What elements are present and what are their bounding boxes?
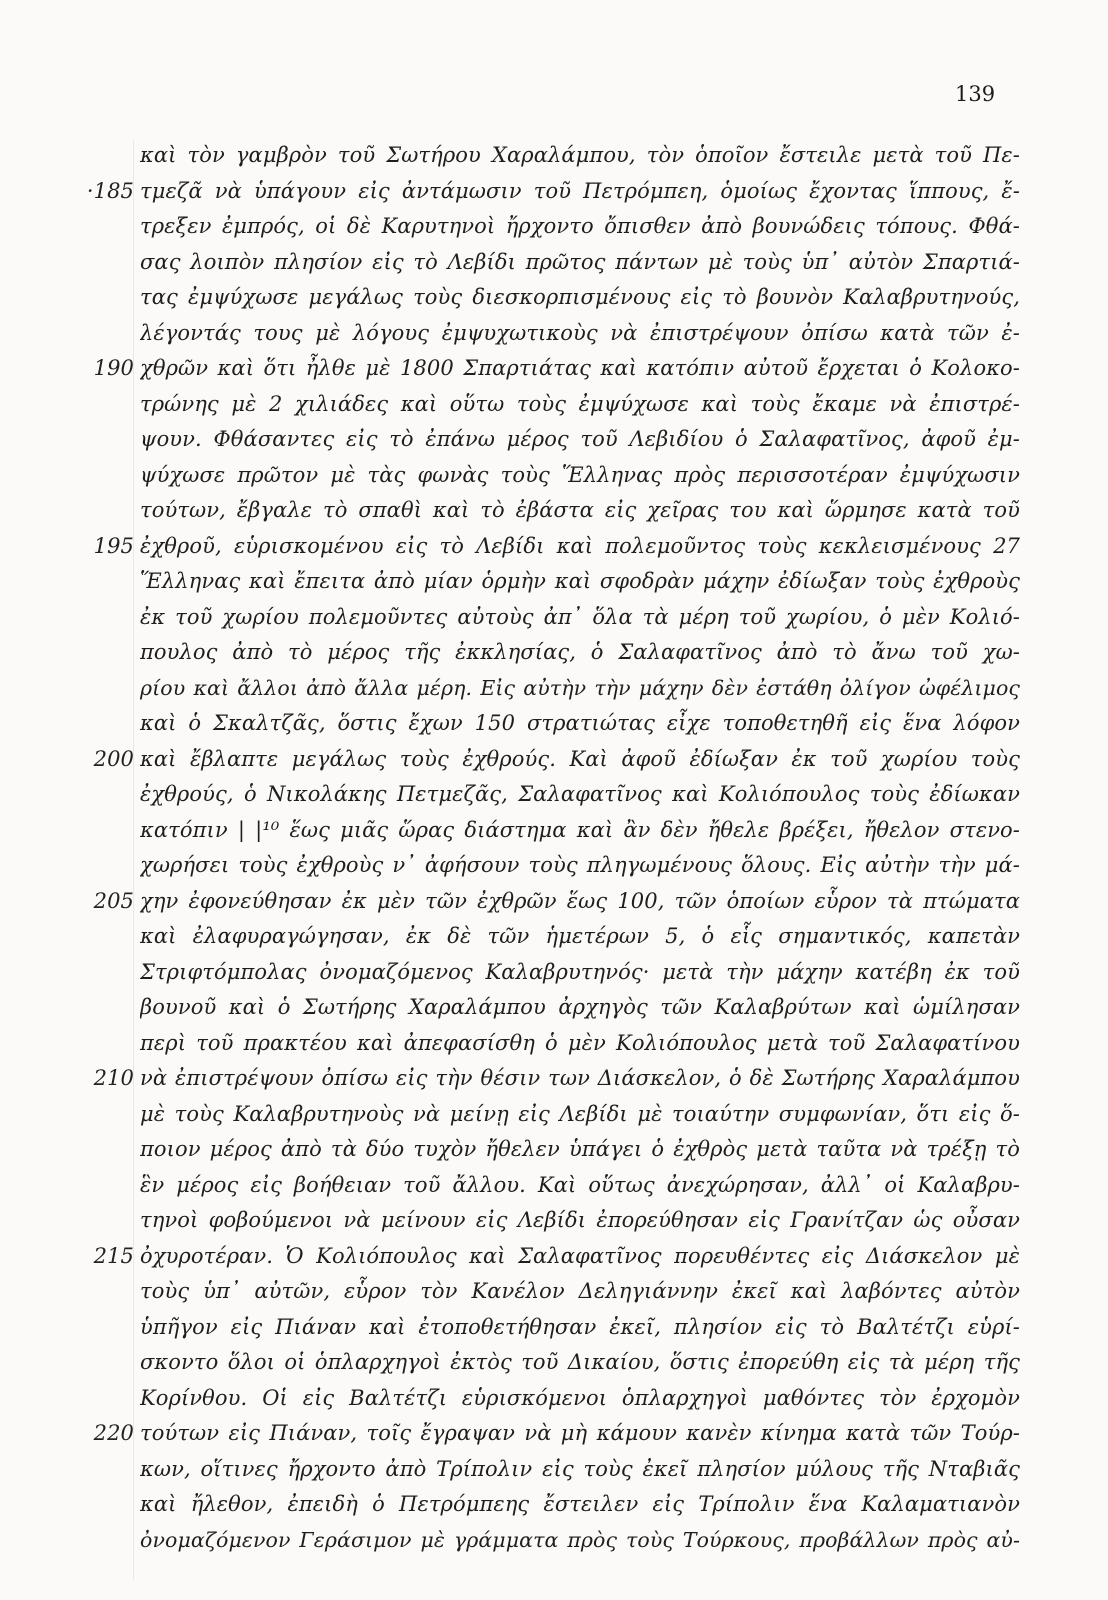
line-text: περὶ τοῦ πρακτέου καὶ ἀπεφασίσθη ὁ μὲν Κολιόπουλος μετὰ τοῦ Σαλαφατίνου [140,1030,1020,1055]
text-line [0,351,1108,387]
line-text: ὀνομαζόμενον Γεράσιμον μὲ γράμματα πρὸς τοὺς Τούρκους, προβάλλων πρὸς αὐ- [140,1527,1020,1552]
line-text: σας λοιπὸν πλησίον εἰς τὸ Λεβίδι πρῶτος πάντων μὲ τοὺς ὑπ᾿ αὐτὸν Σπαρτιά- [140,249,1020,274]
text-line [0,706,1108,742]
text-line [0,1203,1108,1239]
page-number: 139 [955,82,996,106]
line-text: ὑπῆγον εἰς Πιάναν καὶ ἐτοποθετήθησαν ἐκεῖ, πλησίον εἰς τὸ Βαλτέτζι εὑρί- [140,1314,1020,1339]
text-line [0,280,1108,316]
line-text: ψύχωσε πρῶτον μὲ τὰς φωνὰς τοὺς Ἕλληνας πρὸς περισσοτέραν ἐμψύχωσιν [140,462,1020,487]
text-line [0,1310,1108,1346]
line-text: ρίου καὶ ἄλλοι ἀπὸ ἄλλα μέρη. Εἰς αὐτὴν τὴν μάχην δὲν ἐστάθη ὀλίγον ὠφέλιμος [140,675,1020,700]
line-text: πουλος ἀπὸ τὸ μέρος τῆς ἐκκλησίας, ὁ Σαλαφατῖνος ἀπὸ τὸ ἄνω τοῦ χω- [140,640,1020,664]
line-text: καὶ ἐλαφυραγώγησαν, ἐκ δὲ τῶν ἡμετέρων 5, ὁ εἷς σημαντικός, καπετὰν [140,924,1020,948]
line-text: μὲ τοὺς Καλαβρυτηνοὺς νὰ μείνῃ εἰς Λεβίδι μὲ τοιαύτην συμφωνίαν, ὅτι εἰς ὅ- [140,1101,1020,1126]
text-line [0,209,1108,245]
line-text: τούτων, ἔβγαλε τὸ σπαθὶ καὶ τὸ ἐβάστα εἰς χεῖρας του καὶ ὥρμησε κατὰ τοῦ [140,498,1020,522]
line-text: τρώνης μὲ 2 χιλιάδες καὶ οὕτω τοὺς ἐμψύχωσε καὶ τοὺς ἔκαμε νὰ ἐπιστρέ- [140,391,1020,416]
line-text: ἓν μέρος εἰς βοήθειαν τοῦ ἄλλου. Καὶ οὕτως ἀνεχώρησαν, ἀλλ᾿ οἱ Καλαβρυ- [140,1172,1020,1197]
line-number: 195 [93,533,134,558]
line-text: τρεξεν ἐμπρός, οἱ δὲ Καρυτηνοὶ ἤρχοντο ὄπισθεν ἀπὸ βουνώδεις τόπους. Φθά- [140,214,1020,238]
text-line [0,1097,1108,1133]
text-line [0,955,1108,991]
line-text: ἐχθρούς, ὁ Νικολάκης Πετμεζᾶς, Σαλαφατῖνος καὶ Κολιόπουλος τοὺς ἐδίωκαν [140,782,1020,806]
text-line [0,1523,1108,1559]
text-line [0,1026,1108,1062]
text-line [0,1381,1108,1417]
text-line [0,245,1108,281]
line-text: κατόπιν | |¹⁰ ἕως μιᾶς ὥρας διάστημα καὶ ἂν δὲν ἤθελε βρέξει, ἤθελον στενο- [140,817,1020,842]
line-text: καὶ τὸν γαμβρὸν τοῦ Σωτήρου Χαραλάμπου, τὸν ὁποῖον ἔστειλε μετὰ τοῦ Πε- [140,143,1020,167]
text-line [0,387,1108,423]
line-text: νὰ ἐπιστρέψουν ὀπίσω εἰς τὴν θέσιν των Διάσκελον, ὁ δὲ Σωτήρης Χαραλάμπου [140,1066,1020,1090]
line-text: καὶ ὁ Σκαλτζᾶς, ὅστις ἔχων 150 στρατιώτας εἶχε τοποθετηθῆ εἰς ἕνα λόφον [140,711,1020,735]
text-line [0,777,1108,813]
line-number: 210 [93,1066,134,1090]
text-line [0,884,1108,920]
text-line [0,1274,1108,1310]
text-line [0,1168,1108,1204]
line-number: 190 [93,356,134,380]
line-text: Κορίνθου. Οἱ εἰς Βαλτέτζι εὑρισκόμενοι ὁπλαρχηγοὶ μαθόντες τὸν ἐρχομὸν [140,1385,1020,1410]
line-text: τας ἐμψύχωσε μεγάλως τοὺς διεσκορπισμένους εἰς τὸ βουνὸν Καλαβρυτηνούς, [140,285,1020,309]
text-line [0,742,1108,778]
text-line [0,1487,1108,1523]
line-text: χην ἐφονεύθησαν ἐκ μὲν τῶν ἐχθρῶν ἕως 100, τῶν ὁποίων εὗρον τὰ πτώματα [140,888,1020,913]
line-text: χθρῶν καὶ ὅτι ἦλθε μὲ 1800 Σπαρτιάτας καὶ κατόπιν αὐτοῦ ἔρχεται ὁ Κολοκο- [140,356,1020,380]
line-text: σκοντο ὅλοι οἱ ὁπλαρχηγοὶ ἐκτὸς τοῦ Δικαίου, ὅστις ἐπορεύθη εἰς τὰ μέρη τῆς [140,1350,1020,1374]
line-text: ὀχυροτέραν. Ὁ Κολιόπουλος καὶ Σαλαφατῖνος πορευθέντες εἰς Διάσκελον μὲ [140,1243,1020,1268]
text-line [0,174,1108,210]
text-line [0,493,1108,529]
text-line [0,1345,1108,1381]
text-line [0,564,1108,600]
line-text: ἐκ τοῦ χωρίου πολεμοῦντες αὐτοὺς ἀπ᾿ ὅλα τὰ μέρη τοῦ χωρίου, ὁ μὲν Κολιό- [140,604,1020,629]
text-line [0,1061,1108,1097]
text-line [0,813,1108,849]
text-line [0,1416,1108,1452]
text-line [0,671,1108,707]
text-body [0,138,1108,1558]
text-line [0,990,1108,1026]
text-line [0,1132,1108,1168]
text-line [0,316,1108,352]
text-line [0,919,1108,955]
line-text: ψουν. Φθάσαντες εἰς τὸ ἐπάνω μέρος τοῦ Λεβιδίου ὁ Σαλαφατῖνος, ἀφοῦ ἐμ- [140,427,1020,451]
line-text: καὶ ἤλεθον, ἐπειδὴ ὁ Πετρόμπεης ἔστειλεν εἰς Τρίπολιν ἕνα Καλαματιανὸν [140,1492,1020,1516]
line-text: λέγοντάς τους μὲ λόγους ἐμψυχωτικοὺς νὰ ἐπιστρέψουν ὀπίσω κατὰ τῶν ἐ- [140,320,1020,345]
line-text: τηνοὶ φοβούμενοι νὰ μείνουν εἰς Λεβίδι ἐπορεύθησαν εἰς Γρανίτζαν ὡς οὖσαν [140,1208,1020,1232]
text-line [0,529,1108,565]
line-text: τμεζᾶ νὰ ὑπάγουν εἰς ἀντάμωσιν τοῦ Πετρόμπεη, ὁμοίως ἔχοντας ἵππους, ἔ- [140,178,1020,203]
line-text: ἐχθροῦ, εὑρισκομένου εἰς τὸ Λεβίδι καὶ πολεμοῦντος τοὺς κεκλεισμένους 27 [140,533,1020,558]
line-text: τοὺς ὑπ᾿ αὐτῶν, εὗρον τὸν Κανέλον Δεληγιάννην ἐκεῖ καὶ λαβόντες αὐτὸν [140,1279,1020,1303]
line-text: βουνοῦ καὶ ὁ Σωτήρης Χαραλάμπου ἀρχηγὸς τῶν Καλαβρύτων καὶ ὡμίλησαν [140,995,1020,1019]
text-line [0,600,1108,636]
line-number: 205 [93,888,134,913]
text-line [0,422,1108,458]
line-number: ·185 [86,178,134,203]
line-text: χωρήσει τοὺς ἐχθροὺς ν᾿ ἀφήσουν τοὺς πληγωμένους ὅλους. Εἰς αὐτὴν τὴν μά- [140,853,1020,877]
line-number: 200 [93,746,134,771]
text-line [0,635,1108,671]
line-number: 220 [93,1421,134,1445]
line-text: Ἕλληνας καὶ ἔπειτα ἀπὸ μίαν ὁρμὴν καὶ σφοδρὰν μάχην ἐδίωξαν τοὺς ἐχθροὺς [140,569,1020,593]
line-text: ποιον μέρος ἀπὸ τὰ δύο τυχὸν ἤθελεν ὑπάγει ὁ ἐχθρὸς μετὰ ταῦτα νὰ τρέξῃ τὸ [140,1137,1020,1161]
line-text: καὶ ἔβλαπτε μεγάλως τοὺς ἐχθρούς. Καὶ ἀφοῦ ἐδίωξαν ἐκ τοῦ χωρίου τοὺς [140,746,1020,771]
text-line [0,138,1108,174]
line-text: τούτων εἰς Πιάναν, τοῖς ἔγραψαν νὰ μὴ κάμουν κανὲν κίνημα κατὰ τῶν Τούρ- [140,1421,1020,1445]
line-text: κων, οἵτινες ἤρχοντο ἀπὸ Τρίπολιν εἰς τοὺς ἐκεῖ πλησίον μύλους τῆς Νταβιᾶς [140,1456,1020,1481]
text-line [0,848,1108,884]
line-number: 215 [93,1243,134,1268]
text-line [0,1452,1108,1488]
line-text: Στριφτόμπολας ὀνομαζόμενος Καλαβρυτηνός· μετὰ τὴν μάχην κατέβη ἐκ τοῦ [140,959,1020,984]
text-line [0,458,1108,494]
text-line [0,1239,1108,1275]
